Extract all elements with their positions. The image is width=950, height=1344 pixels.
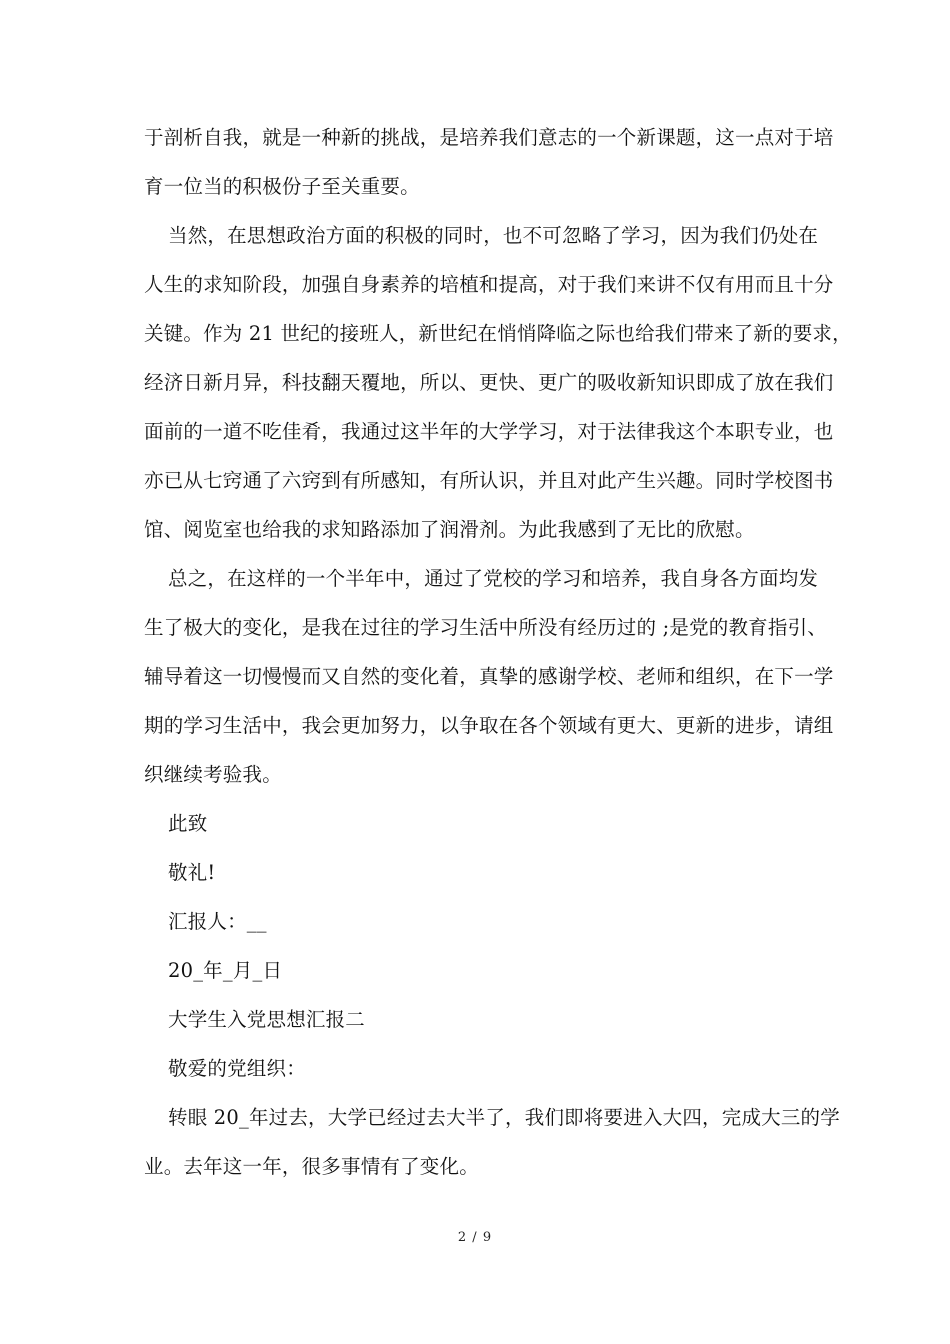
- document-body: [144, 120, 852, 1198]
- closing-salutation: 此致: [168, 812, 208, 835]
- text-line: 辅导着这一切慢慢而又自然的变化着，真挚的感谢学校、老师和组织，在下一学: [144, 665, 834, 688]
- text-line: 关键。作为 21 世纪的接班人，新世纪在悄悄降临之际也给我们带来了新的要求，: [144, 322, 852, 345]
- paragraph-start-line: 转眼 20_年过去，大学已经过去大半了，我们即将要进入大四，完成大三的学: [168, 1106, 840, 1129]
- text-line: 期的学习生活中，我会更加努力，以争取在各个领域有更大、更新的进步，请组: [144, 714, 834, 737]
- text-line: 育一位当的积极份子至关重要。: [144, 175, 420, 198]
- text-line: 于剖析自我，就是一种新的挑战，是培养我们意志的一个新课题，这一点对于培: [144, 126, 834, 149]
- text-line: 面前的一道不吃佳肴，我通过这半年的大学学习，对于法律我这个本职专业，也: [144, 420, 834, 443]
- closing-regards: 敬礼!: [168, 861, 216, 884]
- page-number: 2 / 9: [457, 1230, 493, 1245]
- greeting-line: 敬爱的党组织：: [168, 1057, 306, 1080]
- text-line: 业。去年这一年，很多事情有了变化。: [144, 1155, 479, 1178]
- reporter-line: 汇报人：__: [168, 910, 267, 933]
- paragraph-start-line: 当然，在思想政治方面的积极的同时，也不可忽略了学习，因为我们仍处在: [168, 224, 819, 247]
- text-line: 织继续考验我。: [144, 763, 282, 786]
- text-line: 馆、阅览室也给我的求知路添加了润滑剂。为此我感到了无比的欣慰。: [144, 518, 755, 541]
- text-line: 亦已从七窍通了六窍到有所感知，有所认识，并且对此产生兴趣。同时学校图书: [144, 469, 834, 492]
- date-line: 20_年_月_日: [168, 959, 283, 982]
- text-line: 生了极大的变化，是我在过往的学习生活中所没有经历过的 ;是党的教育指引、: [144, 616, 827, 639]
- text-line: 经济日新月异，科技翻天覆地，所以、更快、更广的吸收新知识即成了放在我们: [144, 371, 834, 394]
- text-line: 人生的求知阶段，加强自身素养的培植和提高，对于我们来讲不仅有用而且十分: [144, 273, 834, 296]
- section-title: 大学生入党思想汇报二: [168, 1008, 366, 1031]
- paragraph-start-line: 总之，在这样的一个半年中，通过了党校的学习和培养，我自身各方面均发: [168, 567, 819, 590]
